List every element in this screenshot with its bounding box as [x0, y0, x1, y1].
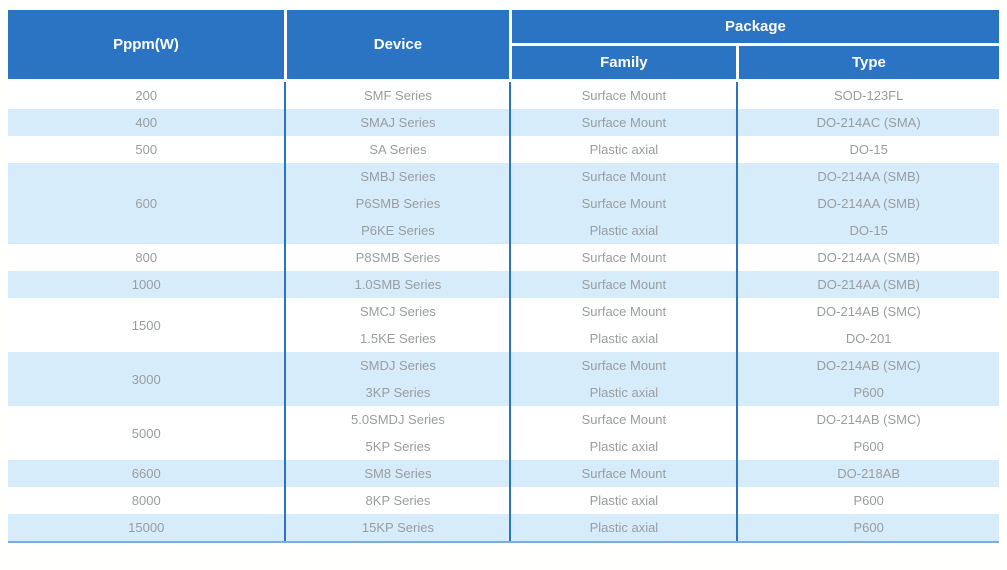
type-cell: P600 — [737, 514, 999, 542]
power-cell: 15000 — [8, 514, 285, 542]
family-cell: Surface Mount — [510, 406, 737, 433]
family-cell: Surface Mount — [510, 163, 737, 190]
table-row — [8, 460, 999, 487]
type-cell: DO-214AB (SMC) — [737, 298, 999, 325]
col-header-type: Type — [737, 45, 999, 81]
type-cell: DO-201 — [737, 325, 999, 352]
type-cell: DO-214AC (SMA) — [737, 109, 999, 136]
type-cell: P600 — [737, 487, 999, 514]
type-cell: DO-214AA (SMB) — [737, 190, 999, 217]
type-cell: P600 — [737, 379, 999, 406]
table-row — [8, 109, 999, 136]
device-cell: 15KP Series — [285, 514, 510, 542]
type-cell: P600 — [737, 433, 999, 460]
table-header — [8, 10, 999, 81]
table-row — [8, 406, 999, 433]
type-cell: DO-214AB (SMC) — [737, 352, 999, 379]
table-row — [8, 352, 999, 379]
table-row — [8, 81, 999, 110]
family-cell: Surface Mount — [510, 460, 737, 487]
table-row — [8, 514, 999, 542]
table-body — [8, 81, 999, 543]
family-cell: Plastic axial — [510, 136, 737, 163]
device-cell: P6KE Series — [285, 217, 510, 244]
tvs-package-table — [8, 10, 999, 543]
family-cell: Plastic axial — [510, 433, 737, 460]
family-cell: Surface Mount — [510, 190, 737, 217]
power-cell: 500 — [8, 136, 285, 163]
device-cell: SMDJ Series — [285, 352, 510, 379]
device-cell: SMAJ Series — [285, 109, 510, 136]
type-cell: DO-214AA (SMB) — [737, 163, 999, 190]
type-cell: DO-218AB — [737, 460, 999, 487]
device-cell: P8SMB Series — [285, 244, 510, 271]
col-header-pppm: Pppm(W) — [8, 10, 285, 81]
type-cell: DO-15 — [737, 217, 999, 244]
power-cell: 800 — [8, 244, 285, 271]
family-cell: Surface Mount — [510, 81, 737, 110]
type-cell: DO-214AA (SMB) — [737, 244, 999, 271]
device-cell: 1.0SMB Series — [285, 271, 510, 298]
col-header-family: Family — [510, 45, 737, 81]
family-cell: Plastic axial — [510, 487, 737, 514]
type-cell: DO-214AA (SMB) — [737, 271, 999, 298]
device-cell: 1.5KE Series — [285, 325, 510, 352]
family-cell: Plastic axial — [510, 514, 737, 542]
device-cell: 3KP Series — [285, 379, 510, 406]
device-cell: SM8 Series — [285, 460, 510, 487]
device-cell: SMCJ Series — [285, 298, 510, 325]
power-cell: 200 — [8, 81, 285, 110]
table-row — [8, 244, 999, 271]
device-cell: SMBJ Series — [285, 163, 510, 190]
table-row — [8, 271, 999, 298]
family-cell: Plastic axial — [510, 379, 737, 406]
family-cell: Surface Mount — [510, 271, 737, 298]
device-cell: SMF Series — [285, 81, 510, 110]
table-row — [8, 163, 999, 190]
family-cell: Surface Mount — [510, 298, 737, 325]
power-cell: 5000 — [8, 406, 285, 460]
family-cell: Surface Mount — [510, 244, 737, 271]
table-row — [8, 298, 999, 325]
power-cell: 1500 — [8, 298, 285, 352]
power-cell: 400 — [8, 109, 285, 136]
power-cell: 3000 — [8, 352, 285, 406]
col-header-package: Package — [510, 10, 999, 45]
header-row-top — [8, 10, 999, 45]
power-cell: 6600 — [8, 460, 285, 487]
type-cell: SOD-123FL — [737, 81, 999, 110]
type-cell: DO-214AB (SMC) — [737, 406, 999, 433]
device-cell: 8KP Series — [285, 487, 510, 514]
family-cell: Plastic axial — [510, 217, 737, 244]
family-cell: Surface Mount — [510, 352, 737, 379]
device-cell: SA Series — [285, 136, 510, 163]
power-cell: 8000 — [8, 487, 285, 514]
device-cell: 5KP Series — [285, 433, 510, 460]
col-header-device: Device — [285, 10, 510, 81]
type-cell: DO-15 — [737, 136, 999, 163]
power-cell: 1000 — [8, 271, 285, 298]
device-cell: P6SMB Series — [285, 190, 510, 217]
table-row — [8, 136, 999, 163]
table-row — [8, 487, 999, 514]
power-cell: 600 — [8, 163, 285, 244]
family-cell: Surface Mount — [510, 109, 737, 136]
family-cell: Plastic axial — [510, 325, 737, 352]
device-cell: 5.0SMDJ Series — [285, 406, 510, 433]
